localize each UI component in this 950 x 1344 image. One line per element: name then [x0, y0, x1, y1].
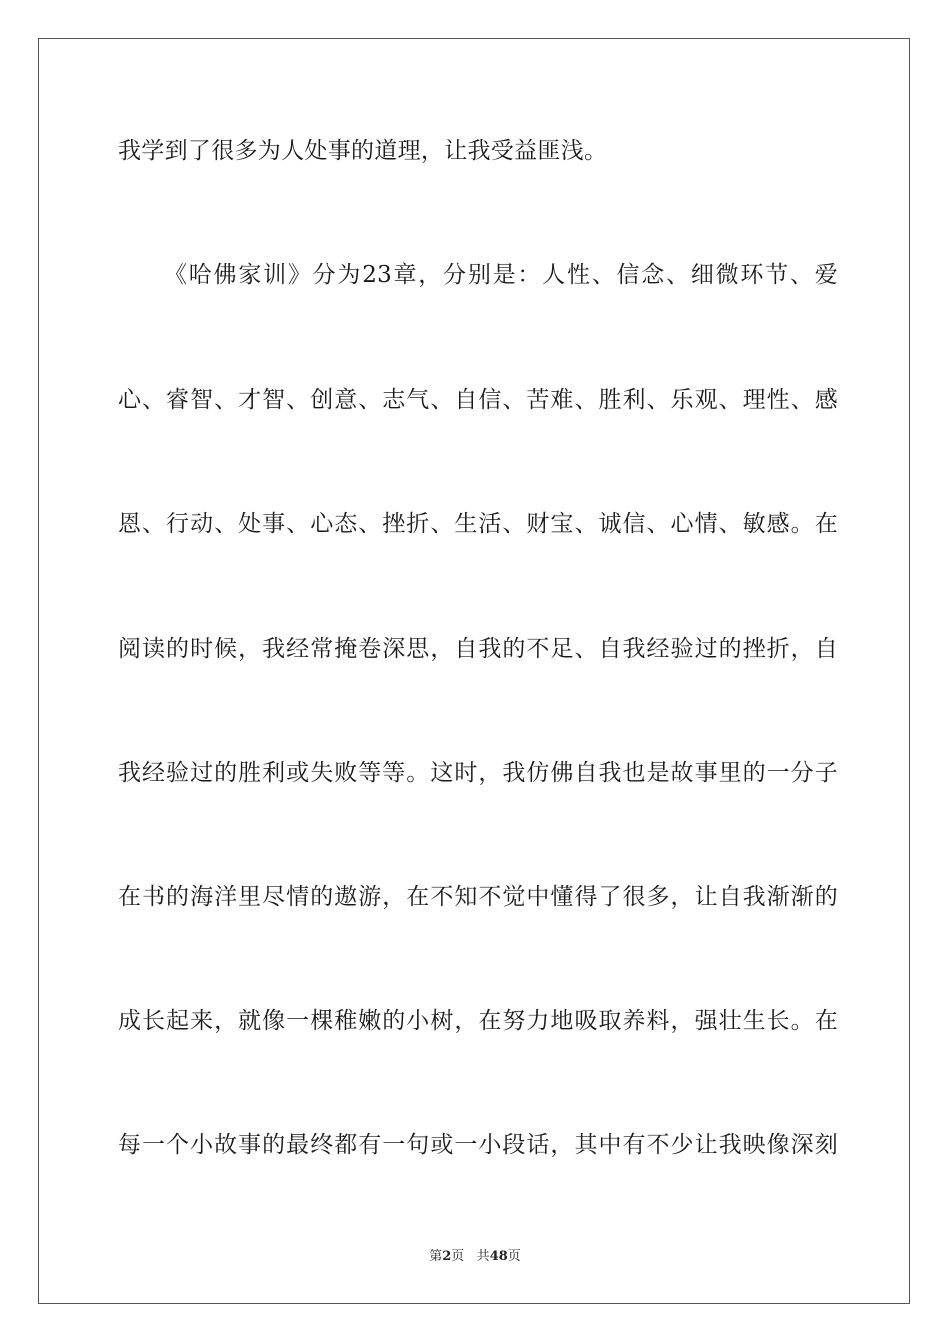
body-line-4: 恩、行动、处事、心态、挫折、生活、财宝、诚信、心情、敏感。在 — [118, 511, 838, 537]
footer-total-pages: 48 — [489, 1249, 508, 1264]
body-line-8: 成长起来，就像一棵稚嫩的小树，在努力地吸取养料，强壮生长。在 — [118, 1008, 838, 1034]
page-border — [38, 38, 910, 1304]
body-line-6: 我经验过的胜利或失败等等。这时，我仿佛自我也是故事里的一分子 — [118, 760, 838, 786]
body-line-5: 阅读的时候，我经常掩卷深思，自我的不足、自我经验过的挫折，自 — [118, 636, 838, 662]
footer-total-suffix: 页 — [507, 1249, 521, 1264]
footer-page-prefix: 第 — [429, 1249, 443, 1264]
body-line-1: 我学到了很多为人处事的道理，让我受益匪浅。 — [118, 138, 608, 164]
body-line-9: 每一个小故事的最终都有一句或一小段话，其中有不少让我映像深刻 — [118, 1132, 838, 1158]
page-footer — [0, 1248, 950, 1266]
footer-page-suffix: 页 — [451, 1249, 465, 1264]
footer-page-number: 2 — [442, 1249, 452, 1264]
body-line-7: 在书的海洋里尽情的遨游，在不知不觉中懂得了很多，让自我渐渐的 — [118, 884, 838, 910]
footer-total-prefix: 共 — [476, 1249, 490, 1264]
body-line-3: 心、睿智、才智、创意、志气、自信、苦难、胜利、乐观、理性、感 — [118, 387, 838, 413]
body-line-2: 《哈佛家训》分为23章，分别是：人性、信念、细微环节、爱 — [164, 262, 838, 288]
